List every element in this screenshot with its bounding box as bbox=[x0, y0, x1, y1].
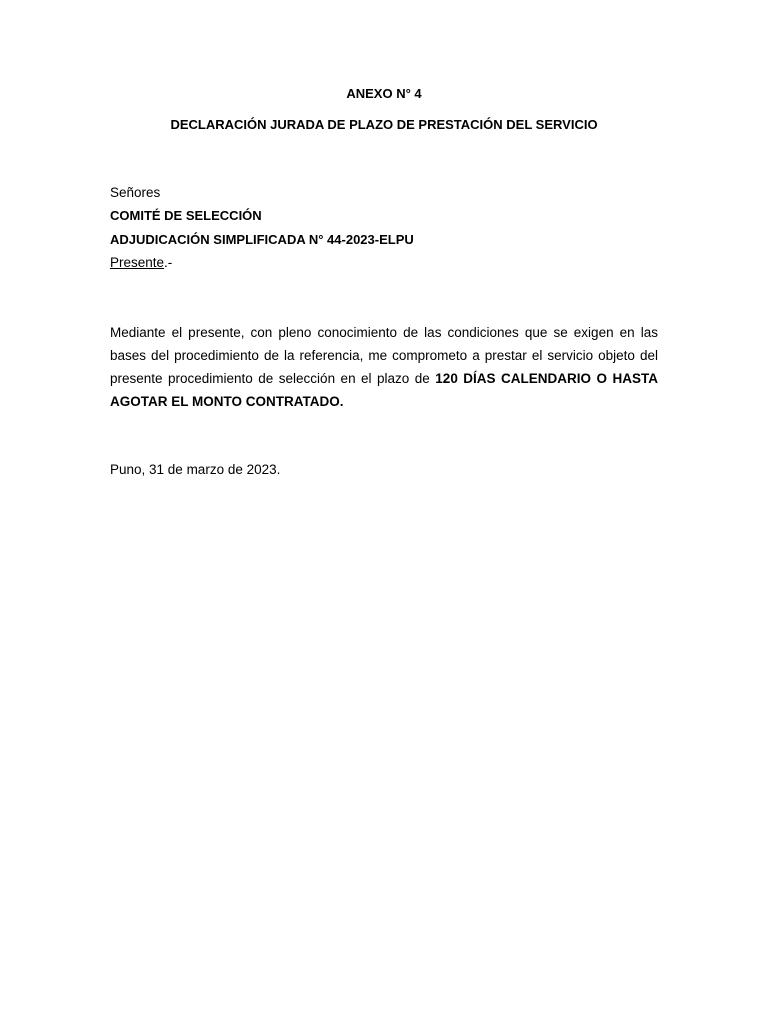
presente-line bbox=[110, 255, 172, 271]
body-text: Mediante el presente, con pleno conocimiento de las condiciones que se exigen en las bases del procedimiento de la referencia, me comprometo a prestar el servicio objeto del presente procedimiento de selección en el plazo de bbox=[110, 325, 658, 386]
declaration-body bbox=[110, 321, 658, 413]
committee-name: COMITÉ DE SELECCIÓN bbox=[110, 208, 262, 223]
presente-suffix: .- bbox=[164, 255, 173, 270]
declaration-title: DECLARACIÓN JURADA DE PLAZO DE PRESTACIÓN DEL SERVICIO bbox=[170, 117, 598, 132]
closing-place-date: Puno, 31 de marzo de 2023. bbox=[110, 462, 281, 477]
presente-word: Presente bbox=[110, 255, 165, 270]
salutation: Señores bbox=[110, 185, 161, 200]
annex-title: ANEXO N° 4 bbox=[346, 86, 422, 101]
procedure-reference: ADJUDICACIÓN SIMPLIFICADA N° 44-2023-ELPU bbox=[110, 232, 414, 247]
body-bold-term: 120 DÍAS CALENDARIO O HASTA AGOTAR EL MONTO CONTRATADO. bbox=[110, 371, 658, 409]
